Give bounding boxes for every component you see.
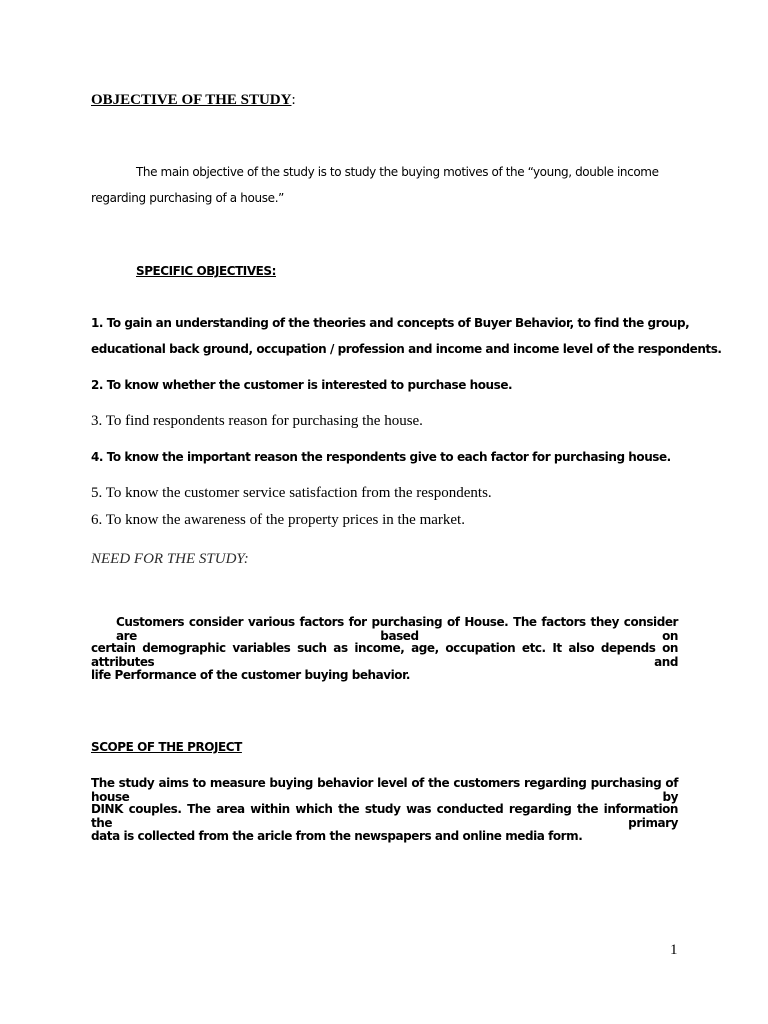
- objective-item-1-line2: educational back ground, occupation / profession and income and income level of the respondents.: [91, 342, 722, 356]
- scope-heading: SCOPE OF THE PROJECT: [91, 740, 242, 754]
- objective-heading-colon: :: [291, 92, 296, 108]
- objective-heading: [91, 92, 296, 109]
- need-para-line2: certain demographic variables such as income, age, occupation etc. It also depends on attributes and: [91, 641, 678, 669]
- objective-item-4: 4. To know the important reason the respondents give to each factor for purchasing house.: [91, 450, 671, 464]
- objective-item-1-line1: 1. To gain an understanding of the theories and concepts of Buyer Behavior, to find the group,: [91, 316, 690, 330]
- scope-para-line3: data is collected from the aricle from the newspapers and online media form.: [91, 829, 583, 843]
- objective-item-5: 5. To know the customer service satisfaction from the respondents.: [91, 485, 492, 501]
- objective-item-2: 2. To know whether the customer is interested to purchase house.: [91, 378, 513, 392]
- need-para-line1: Customers consider various factors for purchasing of House. The factors they consider are based on: [116, 615, 678, 643]
- specific-objectives-heading: SPECIFIC OBJECTIVES:: [136, 264, 276, 278]
- scope-para-line2: DINK couples. The area within which the study was conducted regarding the information the primary: [91, 802, 678, 830]
- need-para-line3: life Performance of the customer buying behavior.: [91, 668, 410, 682]
- need-heading: NEED FOR THE STUDY:: [91, 551, 249, 567]
- objective-item-6: 6. To know the awareness of the property prices in the market.: [91, 512, 465, 528]
- scope-para-line1: The study aims to measure buying behavior level of the customers regarding purchasing of house by: [91, 776, 678, 804]
- objective-heading-text: OBJECTIVE OF THE STUDY: [91, 92, 292, 108]
- objective-para-line1: The main objective of the study is to study the buying motives of the “young, double income: [136, 165, 659, 179]
- objective-para-line2: regarding purchasing of a house.”: [91, 191, 285, 205]
- objective-item-3: 3. To find respondents reason for purchasing the house.: [91, 413, 423, 429]
- page-number: 1: [670, 942, 678, 958]
